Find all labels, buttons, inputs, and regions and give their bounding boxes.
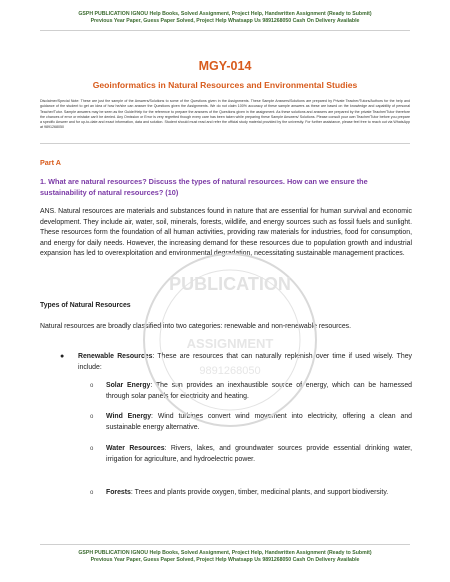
watermark-text-top: PUBLICATION bbox=[169, 274, 291, 294]
disclaimer-note: Disclaimer/Special Note: These are just the sample of the Answers/Solutions to some of the Questions given in the Assignments. These Sample Answers/Solutions are prepared by Private Teacher/Tutors/Authors for the help and guidance of the student to get an idea of how he/she can answer the Questions given the Assignments. We do not claim 100% accuracy of these sample answers as these are based on the knowledge and capability of personal Teacher/Tutor. Sample answers may be seen as the Guide/Help for the reference to prepare the answers of the Questions given in the assignment. As these solutions and answers are prepared by the private Teacher/Tutor therefore the chances of error or mistake can't be denied. Any Omission or Error is very regretted though every care has been taken while preparing these Sample Answers/ Solutions. Please consult your own Teacher/Tutor before you prepare a specific Answer and for up-to-date and exact information, data and solution. Student should must read and refer the official study material provided by the university. For further assistance, please feel free to reach out via WhatsApp at 9891268050 bbox=[40, 99, 410, 130]
question-text: 1. What are natural resources? Discuss the types of natural resources. How can we ensure the sustainability of natural resources? (10) bbox=[40, 177, 368, 197]
circle-bullet-icon: o bbox=[90, 414, 94, 420]
page-header bbox=[40, 11, 410, 25]
circle-bullet-icon: o bbox=[90, 446, 94, 452]
course-title: Geoinformatics in Natural Resources and Environmental Studies bbox=[92, 80, 358, 90]
item-text: : Rivers, lakes, and groundwater sources provide essential drinking water, irrigation for agriculture, and hydroelectric power. bbox=[106, 445, 412, 463]
course-code: MGY-014 bbox=[198, 59, 252, 73]
types-intro: Natural resources are broadly classified into two categories: renewable and non-renewable resources. bbox=[40, 323, 352, 330]
circle-bullet-icon: o bbox=[90, 490, 94, 496]
watermark-text-middle: ASSIGNMENT bbox=[186, 336, 274, 351]
footer-line-1: GSPH PUBLICATION IGNOU Help Books, Solved Assignment, Project Help, Handwritten Assignment (Ready to Submit) bbox=[78, 550, 372, 556]
item-text: : Trees and plants provide oxygen, timber, medicinal plants, and support biodiversity. bbox=[130, 489, 389, 496]
item-label: Solar Energy bbox=[106, 382, 151, 389]
circle-bullet-icon: o bbox=[90, 383, 94, 389]
answer-paragraph: ANS. Natural resources are materials and substances found in nature that are essential for human survival and economic development. They include air, water, soil, minerals, forests, wildlife, and energy sources such as fossil fuels and sunlight. These resources form the foundation of all human activities, providing raw materials for industries, food for consumption, and energy for daily needs. However, the increasing demand for these resources due to population growth and industrial expansion has led to overexploitation and environmental degradation, necessitating sustainable management practices. bbox=[40, 208, 412, 258]
disclaimer-divider bbox=[40, 143, 410, 144]
watermark-text-phone: 9891268050 bbox=[199, 365, 261, 377]
item-label: Wind Energy bbox=[106, 413, 152, 420]
footer-line-2: Previous Year Paper, Guess Paper Solved, Project Help Whatsapp Us 9891268050 Cash On Delivery Available bbox=[90, 557, 360, 563]
footer-divider bbox=[40, 544, 410, 545]
item-text: : The sun provides an inexhaustible source of energy, which can be harnessed through solar panels for electricity and heating. bbox=[106, 382, 412, 400]
header-line-1: GSPH PUBLICATION IGNOU Help Books, Solved Assignment, Project Help, Handwritten Assignment (Ready to Submit) bbox=[78, 11, 372, 17]
item-text: : Wind turbines convert wind movement into electricity, offering a clean and sustainable energy alternative. bbox=[106, 413, 412, 431]
header-line-2: Previous Year Paper, Guess Paper Solved, Project Help Whatsapp Us 9891268050 Cash On Delivery Available bbox=[90, 18, 360, 24]
item-text: : These are resources that can naturally replenish over time if used wisely. They include: bbox=[78, 353, 412, 371]
section-heading: Types of Natural Resources bbox=[40, 302, 131, 309]
item-label: Forests bbox=[106, 489, 131, 496]
header-divider bbox=[40, 30, 410, 31]
publication-watermark bbox=[140, 250, 320, 430]
item-label: Renewable Resources bbox=[78, 353, 153, 360]
bullet-icon: ● bbox=[60, 353, 65, 360]
item-label: Water Resources bbox=[106, 445, 165, 452]
part-label: Part A bbox=[40, 158, 61, 167]
page-footer bbox=[40, 550, 410, 564]
